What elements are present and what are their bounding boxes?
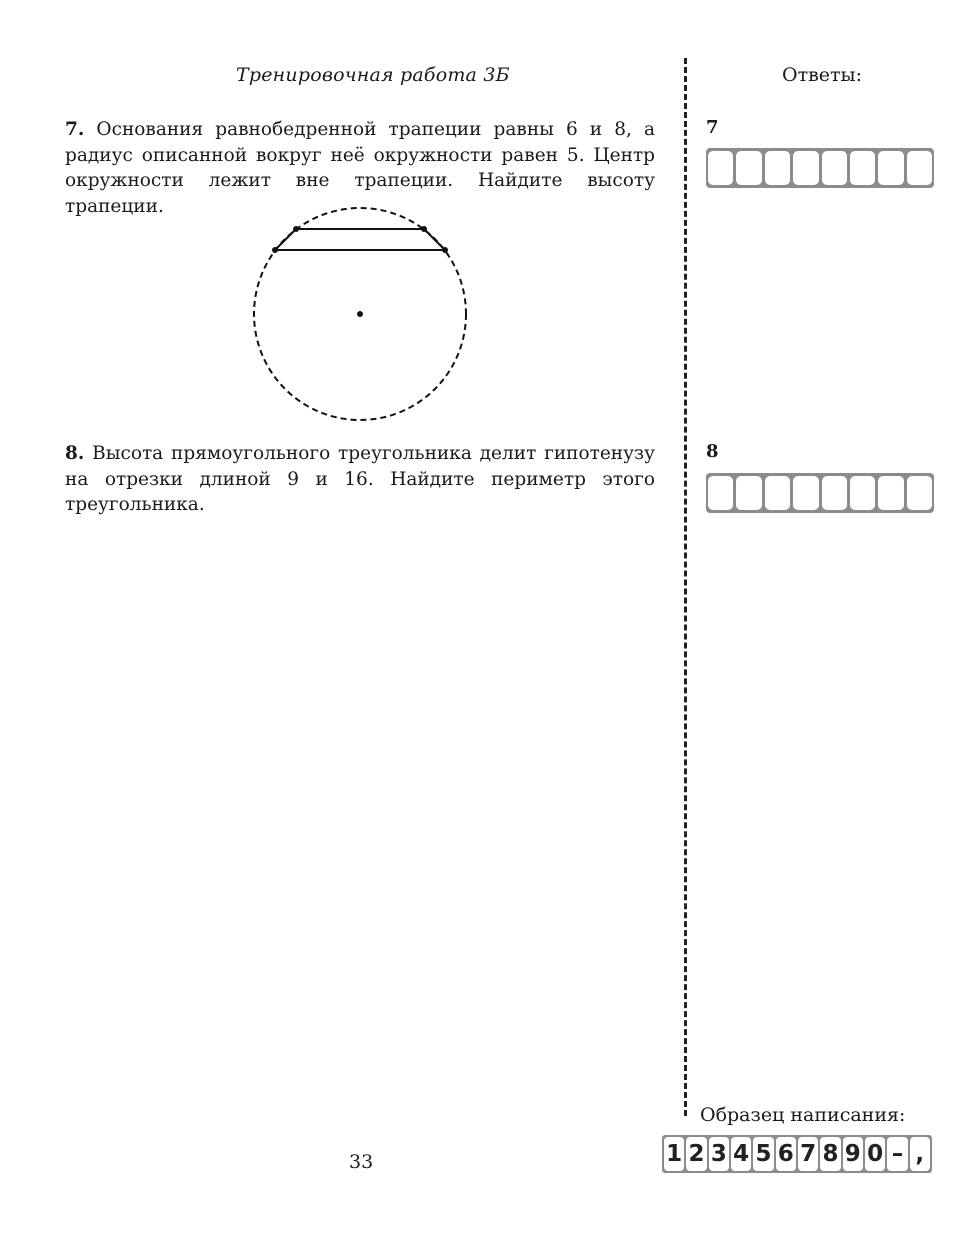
sample-char: –: [887, 1137, 907, 1171]
trapezoid-right-leg: [424, 229, 445, 250]
answer-8-label: 8: [706, 441, 719, 462]
page-number: 33: [349, 1151, 374, 1173]
problem-8-text: Высота прямоугольного треугольника делит гипотенузу на отрезки длиной 9 и 16. Найдите периметр этого треугольника.: [65, 443, 655, 515]
answer-7-label: 7: [706, 117, 719, 138]
answer-cell[interactable]: [708, 151, 733, 185]
page-header-title: Тренировочная работа 3Б: [236, 64, 510, 86]
answer-cell[interactable]: [822, 476, 847, 510]
vertex-dot: [442, 247, 448, 253]
answer-cell[interactable]: [850, 476, 875, 510]
answer-cell[interactable]: [765, 476, 790, 510]
problem-7-text: Основания равнобедренной трапеции равны 6 и 8, а радиус описанной вокруг неё окружности равен 5. Центр окружности лежит вне трапеции. Найдите высоту трапеции.: [65, 119, 655, 217]
sample-char: 3: [709, 1137, 729, 1171]
trapezoid-left-leg: [275, 229, 296, 250]
problem-8-number: 8.: [65, 443, 85, 464]
sample-char: 4: [731, 1137, 751, 1171]
answer-cell[interactable]: [708, 476, 733, 510]
answer-cell[interactable]: [736, 151, 761, 185]
circle-trapezoid-figure: [240, 200, 480, 430]
sample-char: 2: [686, 1137, 706, 1171]
answer-cell[interactable]: [878, 151, 903, 185]
answer-cell[interactable]: [822, 151, 847, 185]
answer-cell[interactable]: [765, 151, 790, 185]
sample-char: ,: [910, 1137, 930, 1171]
circle-center-dot: [357, 311, 363, 317]
problem-7-number: 7.: [65, 119, 85, 140]
answers-column-title: Ответы:: [782, 64, 863, 86]
sample-char: 8: [820, 1137, 840, 1171]
answer-cell[interactable]: [878, 476, 903, 510]
vertex-dot: [272, 247, 278, 253]
sample-char: 5: [753, 1137, 773, 1171]
answer-cell[interactable]: [907, 151, 932, 185]
answer-7-field[interactable]: [706, 148, 934, 188]
sample-writing-label: Образец написания:: [700, 1104, 906, 1126]
answer-cell[interactable]: [907, 476, 932, 510]
answer-cell[interactable]: [793, 151, 818, 185]
answer-cell[interactable]: [850, 151, 875, 185]
sample-writing-strip: [662, 1135, 932, 1173]
vertex-dot: [421, 226, 427, 232]
sample-char: 1: [664, 1137, 684, 1171]
problem-8: [65, 441, 655, 518]
sample-char: 9: [843, 1137, 863, 1171]
answer-cell[interactable]: [736, 476, 761, 510]
sample-char: 6: [776, 1137, 796, 1171]
sample-char: 7: [798, 1137, 818, 1171]
vertex-dot: [293, 226, 299, 232]
cut-line-divider: [684, 58, 687, 1116]
answer-cell[interactable]: [793, 476, 818, 510]
answer-8-field[interactable]: [706, 473, 934, 513]
sample-char: 0: [865, 1137, 885, 1171]
